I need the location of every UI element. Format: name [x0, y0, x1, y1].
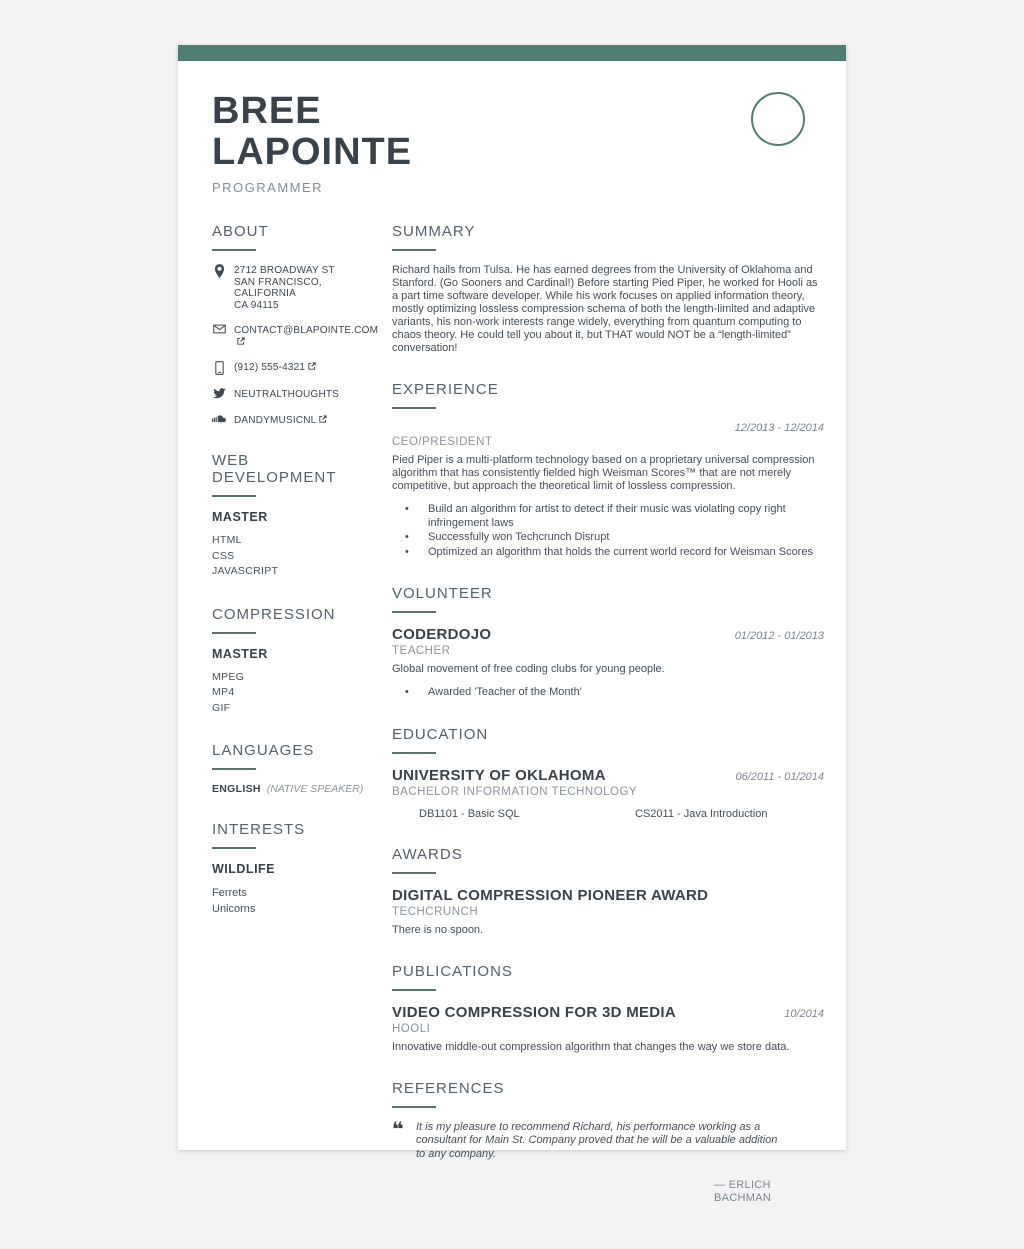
- address-text: [234, 264, 372, 311]
- language-name: ENGLISH: [212, 783, 261, 795]
- candidate-name: [212, 91, 806, 173]
- publication-name: VIDEO COMPRESSION FOR 3D MEDIA: [392, 1003, 677, 1021]
- resume-header: [178, 61, 846, 217]
- language-row: [212, 783, 372, 795]
- skill-level-label: MASTER: [212, 510, 268, 524]
- resume-body: [178, 217, 846, 1249]
- twitter-handle: NEUTRALTHOUGHTS: [234, 389, 340, 400]
- section-title-awards: AWARDS: [392, 846, 824, 874]
- envelope-icon: [212, 324, 226, 334]
- reference-quote-block: [392, 1118, 824, 1162]
- section-interests: [212, 821, 372, 917]
- section-education: [392, 726, 824, 820]
- section-title-web-development: WEB DEVELOPMENT: [212, 452, 372, 497]
- section-title-experience: EXPERIENCE: [392, 381, 824, 409]
- phone-row[interactable]: [212, 361, 372, 375]
- course-item: DB1101 - Basic SQL: [419, 807, 520, 820]
- course-item: CS2011 - Java Introduction: [635, 807, 768, 820]
- section-about: [212, 223, 379, 426]
- skill-item: MPEG: [212, 670, 245, 683]
- education-dates: 06/2011 - 01/2014: [735, 770, 824, 783]
- section-awards: [392, 846, 824, 937]
- skill-item: HTML: [212, 534, 242, 546]
- interest-category: WILDLIFE: [212, 862, 276, 876]
- section-title-references: REFERENCES: [392, 1080, 824, 1108]
- soundcloud-handle[interactable]: DANDYMUSICNL: [234, 414, 317, 426]
- experience-dates: 12/2013 - 12/2014: [734, 422, 824, 434]
- section-skill-web-development: [212, 452, 372, 580]
- award-entry: [392, 887, 824, 937]
- twitter-icon: [212, 388, 226, 399]
- experience-entry: [392, 422, 824, 559]
- award-description: There is no spoon.: [392, 923, 484, 936]
- candidate-name-line1: BREE: [212, 90, 322, 132]
- mobile-phone-icon: [212, 361, 226, 375]
- publication-entry: [392, 1004, 824, 1054]
- skill-item: MP4: [212, 686, 235, 698]
- section-title-compression: COMPRESSION: [212, 606, 372, 634]
- interest-item: Unicorns: [212, 903, 256, 915]
- section-experience: [392, 381, 824, 559]
- section-title-education: EDUCATION: [392, 726, 824, 754]
- quote-icon: ❝: [392, 1118, 404, 1141]
- publication-description: Innovative middle-out compression algorithm that changes the way we store data.: [392, 1040, 790, 1053]
- volunteer-dates: 01/2012 - 01/2013: [734, 630, 824, 642]
- summary-text: Richard hails from Tulsa. He has earned degrees from the University of Oklahoma and Stanford. (Go Sooners and Cardinal!) Before starting Pied Piper, he worked for Hooli as a part time software developer. While his work focuses on applied information theory, mostly optimizing lossless compression schema of both the length-limited and adaptive variants, his non-work interests range widely, everything from quantum computing to chaos theory. He could tell you about it, but THAT would NOT be a “length-limited” conversation!: [392, 264, 818, 354]
- volunteer-org: CODERDOJO: [392, 626, 492, 643]
- volunteer-description: Global movement of free coding clubs for young people.: [392, 663, 665, 675]
- education-degree: BACHELOR INFORMATION TECHNOLOGY: [392, 785, 638, 798]
- section-references: [392, 1080, 824, 1206]
- address-line1: 2712 BROADWAY ST: [234, 265, 335, 276]
- external-link-icon: [237, 337, 245, 349]
- skill-level-label: MASTER: [212, 646, 268, 661]
- email-row[interactable]: [212, 324, 379, 348]
- sidebar-column: [212, 223, 379, 1231]
- candidate-role: PROGRAMMER: [212, 180, 324, 195]
- accent-top-bar: [178, 45, 846, 61]
- address-line3: CA 94115: [234, 299, 279, 311]
- section-title-publications: PUBLICATIONS: [392, 963, 824, 991]
- skill-list-compression: [212, 670, 372, 717]
- section-title-interests: INTERESTS: [212, 821, 372, 849]
- email-text[interactable]: CONTACT@BLAPOINTE.COM: [234, 325, 379, 336]
- section-volunteer: [392, 585, 824, 700]
- address-row: [212, 264, 372, 311]
- skill-item: GIF: [212, 701, 231, 714]
- section-title-about: ABOUT: [212, 223, 372, 251]
- award-issuer: TECHCRUNCH: [392, 905, 479, 918]
- skill-item: CSS: [212, 549, 235, 562]
- volunteer-highlight: • Awarded 'Teacher of the Month': [392, 686, 824, 700]
- section-title-summary: SUMMARY: [392, 223, 824, 251]
- publication-dates: 10/2014: [784, 1007, 824, 1020]
- education-school: UNIVERSITY OF OKLAHOMA: [392, 766, 606, 784]
- section-skill-compression: [212, 606, 372, 717]
- soundcloud-row[interactable]: [212, 414, 372, 427]
- resume-page: [178, 45, 846, 1204]
- experience-role: CEO/PRESIDENT: [392, 436, 493, 448]
- education-courses: [392, 808, 824, 820]
- section-languages: [212, 742, 372, 795]
- external-link-icon: [308, 362, 316, 374]
- section-summary: [392, 223, 824, 355]
- experience-highlight: • Optimized an algorithm that holds the current world record for Weisman Scores: [392, 546, 824, 560]
- experience-highlights: [392, 503, 824, 559]
- publication-publisher: HOOLI: [392, 1022, 431, 1035]
- volunteer-entry: [392, 626, 824, 700]
- section-title-volunteer: VOLUNTEER: [392, 585, 824, 613]
- experience-highlight: • Build an algorithm for artist to detect if their music was violating copy right infringement laws: [392, 503, 824, 530]
- section-title-languages: LANGUAGES: [212, 742, 372, 770]
- education-entry: [392, 767, 824, 820]
- twitter-row: [212, 388, 372, 401]
- reference-attribution-line1: — ERLICH: [714, 1179, 771, 1191]
- award-name: DIGITAL COMPRESSION PIONEER AWARD: [392, 886, 709, 904]
- location-pin-icon: [212, 264, 226, 279]
- experience-description: Pied Piper is a multi-platform technology based on a proprietary universal compression algorithm that has consistently fielded high Weisman Scores™ that are not merely competitive, but approach the theoretical limit of lossless compression.: [392, 454, 815, 492]
- candidate-name-line2: LAPOINTE: [212, 131, 413, 173]
- external-link-icon: [319, 415, 327, 427]
- reference-attribution: [714, 1179, 824, 1205]
- skill-list-web-development: [212, 533, 372, 580]
- volunteer-highlights: [392, 686, 824, 700]
- language-note: (NATIVE SPEAKER): [266, 783, 364, 795]
- skill-item: JAVASCRIPT: [212, 565, 279, 577]
- main-column: [392, 223, 824, 1231]
- reference-attribution-line2: BACHMAN: [714, 1192, 772, 1204]
- section-publications: [392, 963, 824, 1054]
- experience-highlight: • Successfully won Techcrunch Disrupt: [392, 531, 824, 545]
- avatar: [751, 92, 805, 146]
- phone-text[interactable]: (912) 555-4321: [234, 362, 306, 373]
- interest-item: Ferrets: [212, 887, 247, 899]
- reference-quote-text: It is my pleasure to recommend Richard, his performance working as a consultant for Main St. Company proved that he will be a valuable addition to any company.: [416, 1120, 778, 1160]
- soundcloud-icon: [212, 414, 226, 423]
- volunteer-role: TEACHER: [392, 645, 451, 657]
- interest-list: [212, 885, 372, 917]
- address-line2: SAN FRANCISCO, CALIFORNIA: [234, 276, 322, 299]
